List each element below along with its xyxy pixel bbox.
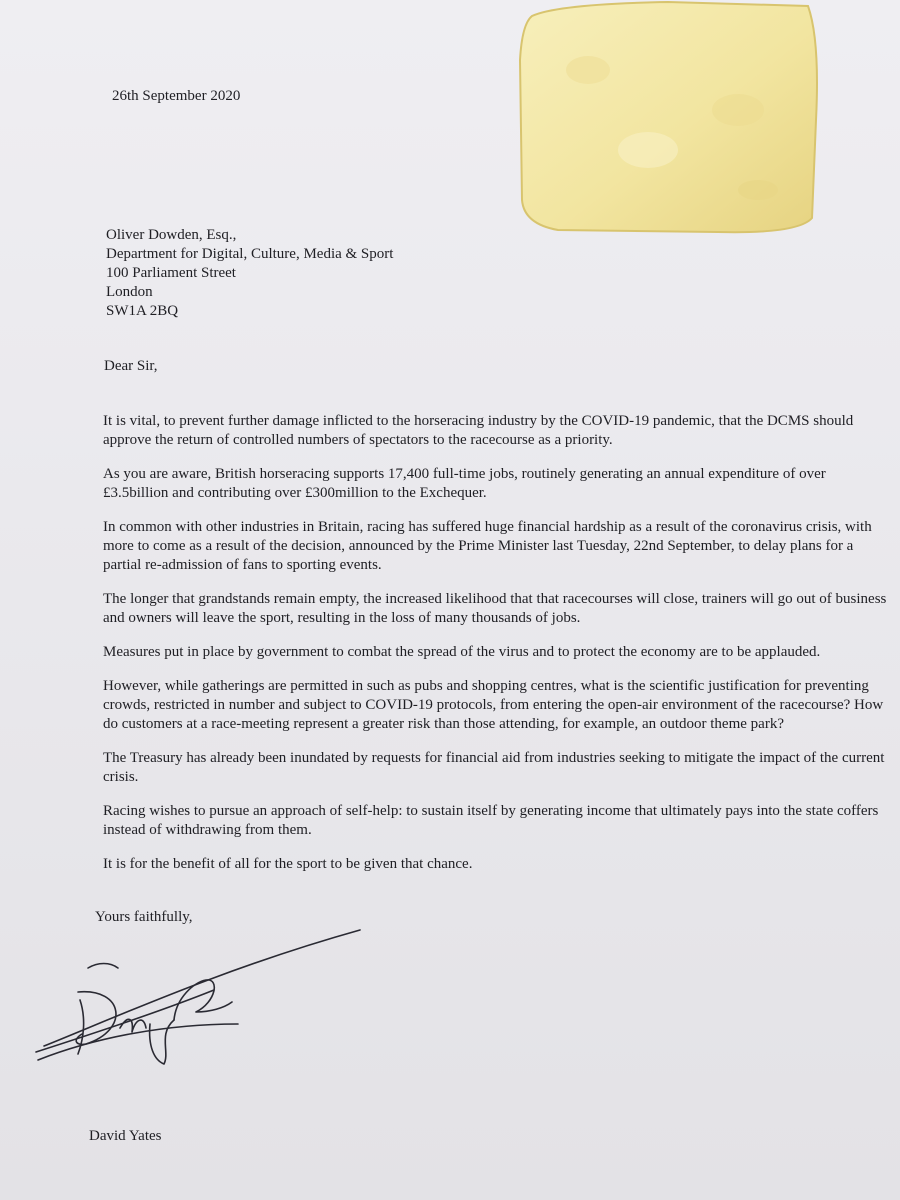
body-paragraph: Measures put in place by government to combat the spread of the virus and to protect the economy are to be applauded. [103, 644, 821, 660]
signer-name: David Yates [89, 1128, 162, 1144]
address-line: Oliver Dowden, Esq., [106, 227, 237, 243]
body-paragraph: It is for the benefit of all for the sport to be given that chance. [103, 856, 473, 872]
body-paragraph: The longer that grandstands remain empty, the increased likelihood that that racecourses will close, trainers will go out of business and owners will leave the sport, resulting in the loss of many thousands of jobs. [103, 591, 887, 626]
letter-body [103, 412, 893, 889]
body-paragraph: However, while gatherings are permitted in such as pubs and shopping centres, what is the scientific justification for preventing crowds, restricted in number and subject to COVID-19 protocols, from entering the open-air environment of the racecourse? How do customers at a race-meeting represent a greater risk than those attending, for example, an outdoor theme park? [103, 678, 884, 732]
address-line: London [106, 284, 153, 300]
body-paragraph: As you are aware, British horseracing supports 17,400 full-time jobs, routinely generating an annual expenditure of over £3.5billion and contributing over £300million to the Exchequer. [103, 466, 826, 501]
letter-date: 26th September 2020 [112, 88, 241, 104]
recipient-address [106, 226, 393, 321]
body-paragraph: The Treasury has already been inundated by requests for financial aid from industries seeking to mitigate the impact of the current crisis. [103, 750, 885, 785]
butter-block-image [518, 0, 822, 236]
address-line: SW1A 2BQ [106, 303, 179, 319]
salutation: Dear Sir, [104, 358, 158, 374]
closing: Yours faithfully, [95, 909, 193, 925]
body-paragraph: It is vital, to prevent further damage inflicted to the horseracing industry by the COVID-19 pandemic, that the DCMS should approve the return of controlled numbers of spectators to the racecourse as a priority. [103, 413, 854, 448]
body-paragraph: In common with other industries in Britain, racing has suffered huge financial hardship as a result of the coronavirus crisis, with more to come as a result of the decision, announced by the Prime Minister last Tuesday, 22nd September, to delay plans for a partial re-admission of fans to sporting events. [103, 519, 872, 573]
handwritten-signature [24, 928, 384, 1078]
address-line: 100 Parliament Street [106, 265, 236, 281]
body-paragraph: Racing wishes to pursue an approach of self-help: to sustain itself by generating income that ultimately pays into the state coffers instead of withdrawing from them. [103, 803, 879, 838]
address-line: Department for Digital, Culture, Media & Sport [106, 246, 394, 262]
